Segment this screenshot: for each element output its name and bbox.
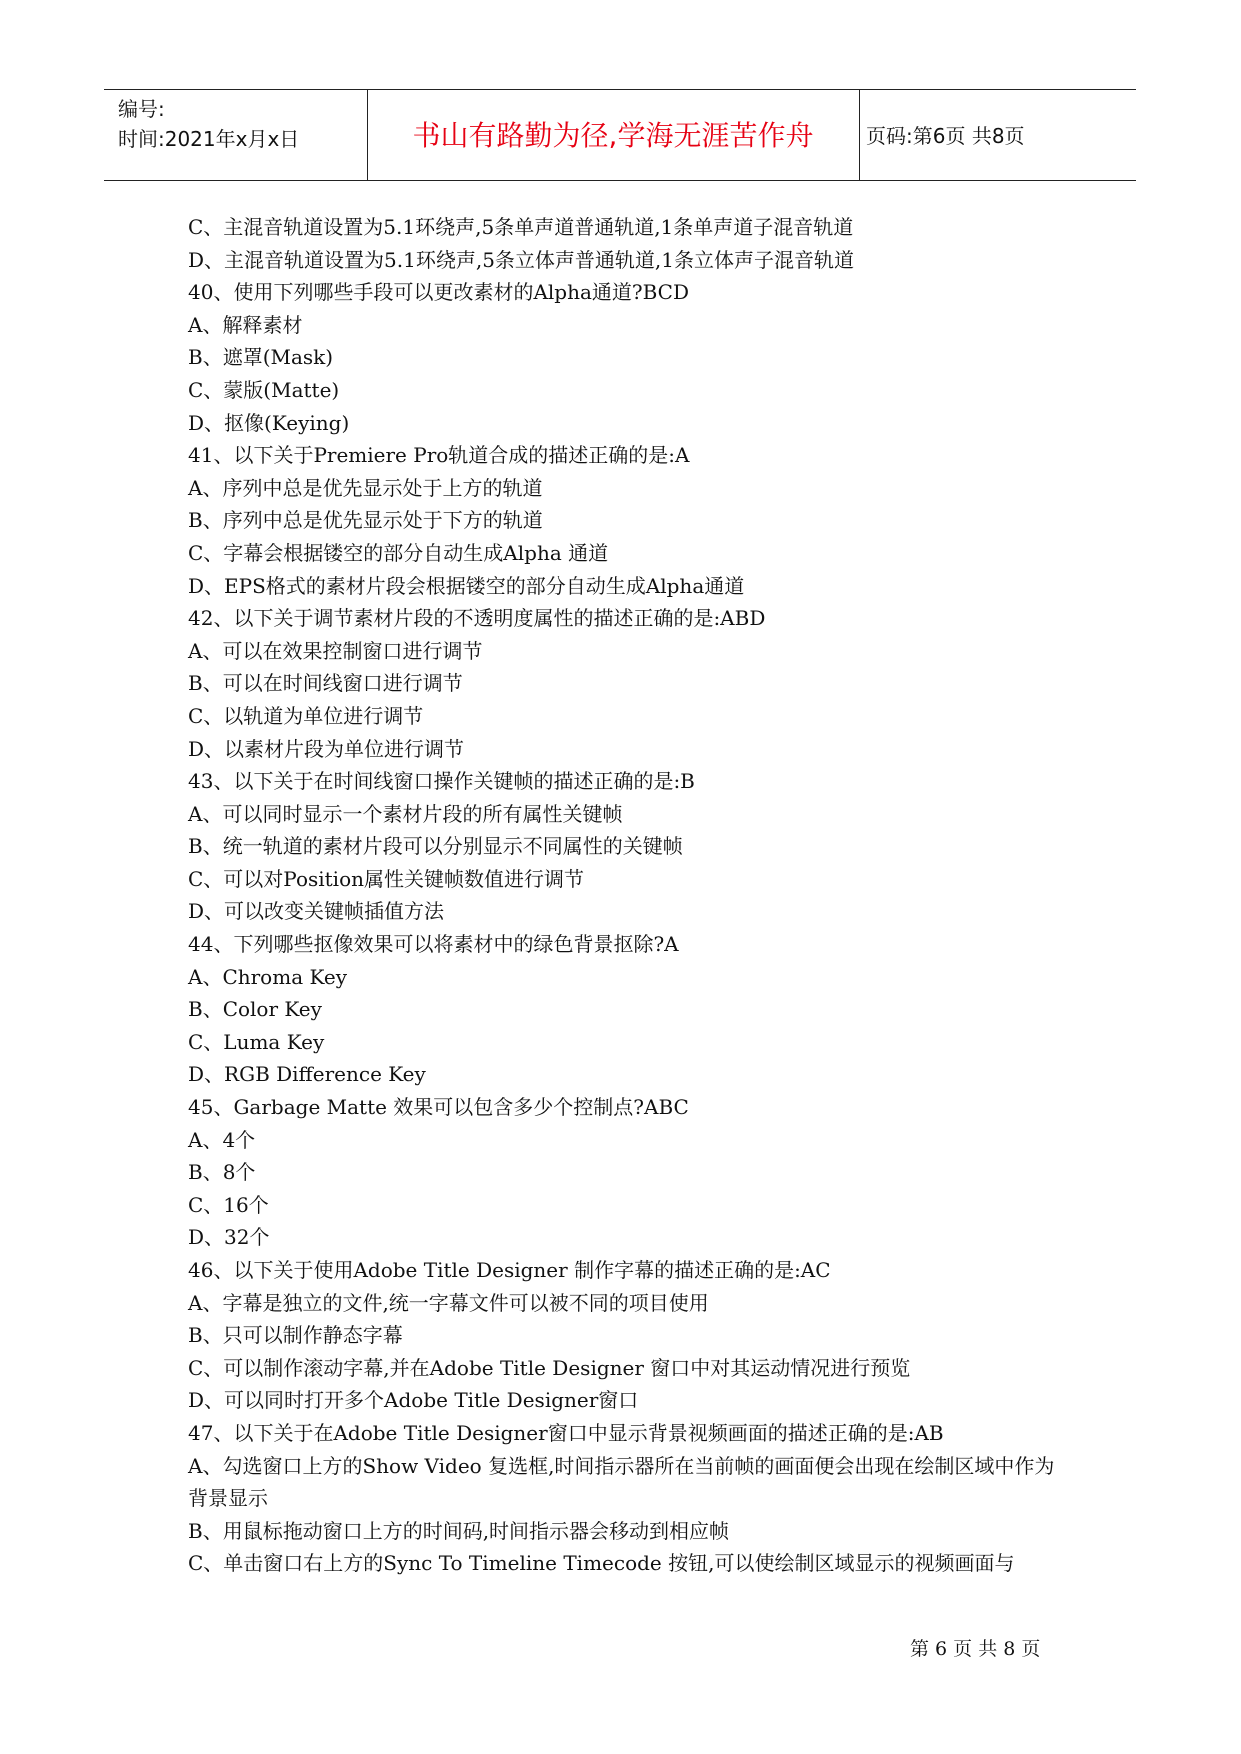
option-line: C、可以制作滚动字幕,并在Adobe Title Designer 窗口中对其运动情况进行预览 [188,1355,911,1380]
option-line: C、单击窗口右上方的Sync To Timeline Timecode 按钮,可以使绘制区域显示的视频画面与 [188,1551,1015,1576]
question-45: 45、Garbage Matte 效果可以包含多少个控制点?ABC [188,1095,689,1120]
option-line: A、字幕是独立的文件,统一字幕文件可以被不同的项目使用 [188,1290,709,1315]
header-page-number: 页码:第6页 共8页 [866,124,1025,148]
text-line: C、主混音轨道设置为5.1环绕声,5条单声道普通轨道,1条单声道子混音轨道 [188,215,854,239]
option-line: B、8个 [188,1160,256,1185]
option-line: C、可以对Position属性关键帧数值进行调节 [188,866,585,891]
option-line: B、序列中总是优先显示处于下方的轨道 [188,508,543,533]
option-line: D、RGB Difference Key [188,1062,426,1087]
header-time-label: 时间:2021年x月x日 [118,127,300,151]
option-line: C、16个 [188,1192,269,1217]
option-line: A、序列中总是优先显示处于上方的轨道 [188,475,543,500]
option-line: D、抠像(Keying) [188,410,350,435]
question-list [188,211,1068,1580]
option-line: D、32个 [188,1225,270,1250]
option-line: B、可以在时间线窗口进行调节 [188,671,463,696]
option-line: C、以轨道为单位进行调节 [188,703,424,728]
option-line: B、用鼠标拖动窗口上方的时间码,时间指示器会移动到相应帧 [188,1518,730,1543]
question-46: 46、以下关于使用Adobe Title Designer 制作字幕的描述正确的是:AC [188,1258,831,1282]
option-line: A、4个 [188,1127,256,1152]
text-line: D、主混音轨道设置为5.1环绕声,5条立体声普通轨道,1条立体声子混音轨道 [188,247,855,272]
option-line: C、蒙版(Matte) [188,377,340,402]
question-43: 43、以下关于在时间线窗口操作关键帧的描述正确的是:B [188,769,695,794]
option-line: B、Color Key [188,997,322,1022]
option-line: A、可以在效果控制窗口进行调节 [188,638,483,663]
header-divider-right [859,90,860,180]
option-line: A、解释素材 [188,312,303,337]
option-line: D、可以改变关键帧插值方法 [188,899,445,924]
option-line: B、统一轨道的素材片段可以分别显示不同属性的关键帧 [188,834,683,859]
question-47: 47、以下关于在Adobe Title Designer窗口中显示背景视频画面的描述正确的是:AB [188,1420,944,1445]
option-line: D、EPS格式的素材片段会根据镂空的部分自动生成Alpha通道 [188,573,745,598]
question-40: 40、使用下列哪些手段可以更改素材的Alpha通道?BCD [188,280,690,305]
question-42: 42、以下关于调节素材片段的不透明度属性的描述正确的是:ABD [188,606,766,631]
option-line: C、字幕会根据镂空的部分自动生成Alpha 通道 [188,540,609,565]
question-41: 41、以下关于Premiere Pro轨道合成的描述正确的是:A [188,443,690,468]
option-line: A、可以同时显示一个素材片段的所有属性关键帧 [188,801,623,826]
option-line: D、可以同时打开多个Adobe Title Designer窗口 [188,1388,639,1413]
option-line: A、Chroma Key [188,964,348,989]
option-line: B、只可以制作静态字幕 [188,1323,403,1348]
question-44: 44、下列哪些抠像效果可以将素材中的绿色背景抠除?A [188,932,679,957]
option-line: B、遮罩(Mask) [188,345,334,370]
header-motto: 书山有路勤为径,学海无涯苦作舟 [412,119,814,152]
header-number-label: 编号: [118,97,165,121]
option-line: D、以素材片段为单位进行调节 [188,736,465,761]
page-header [104,89,1136,181]
option-line: C、Luma Key [188,1029,325,1054]
page-footer: 第 6 页 共 8 页 [910,1638,1041,1660]
header-meta [118,94,299,154]
option-line: A、勾选窗口上方的Show Video 复选框,时间指示器所在当前帧的画面便会出现在绘制区域中作为背景显示 [188,1453,1055,1511]
